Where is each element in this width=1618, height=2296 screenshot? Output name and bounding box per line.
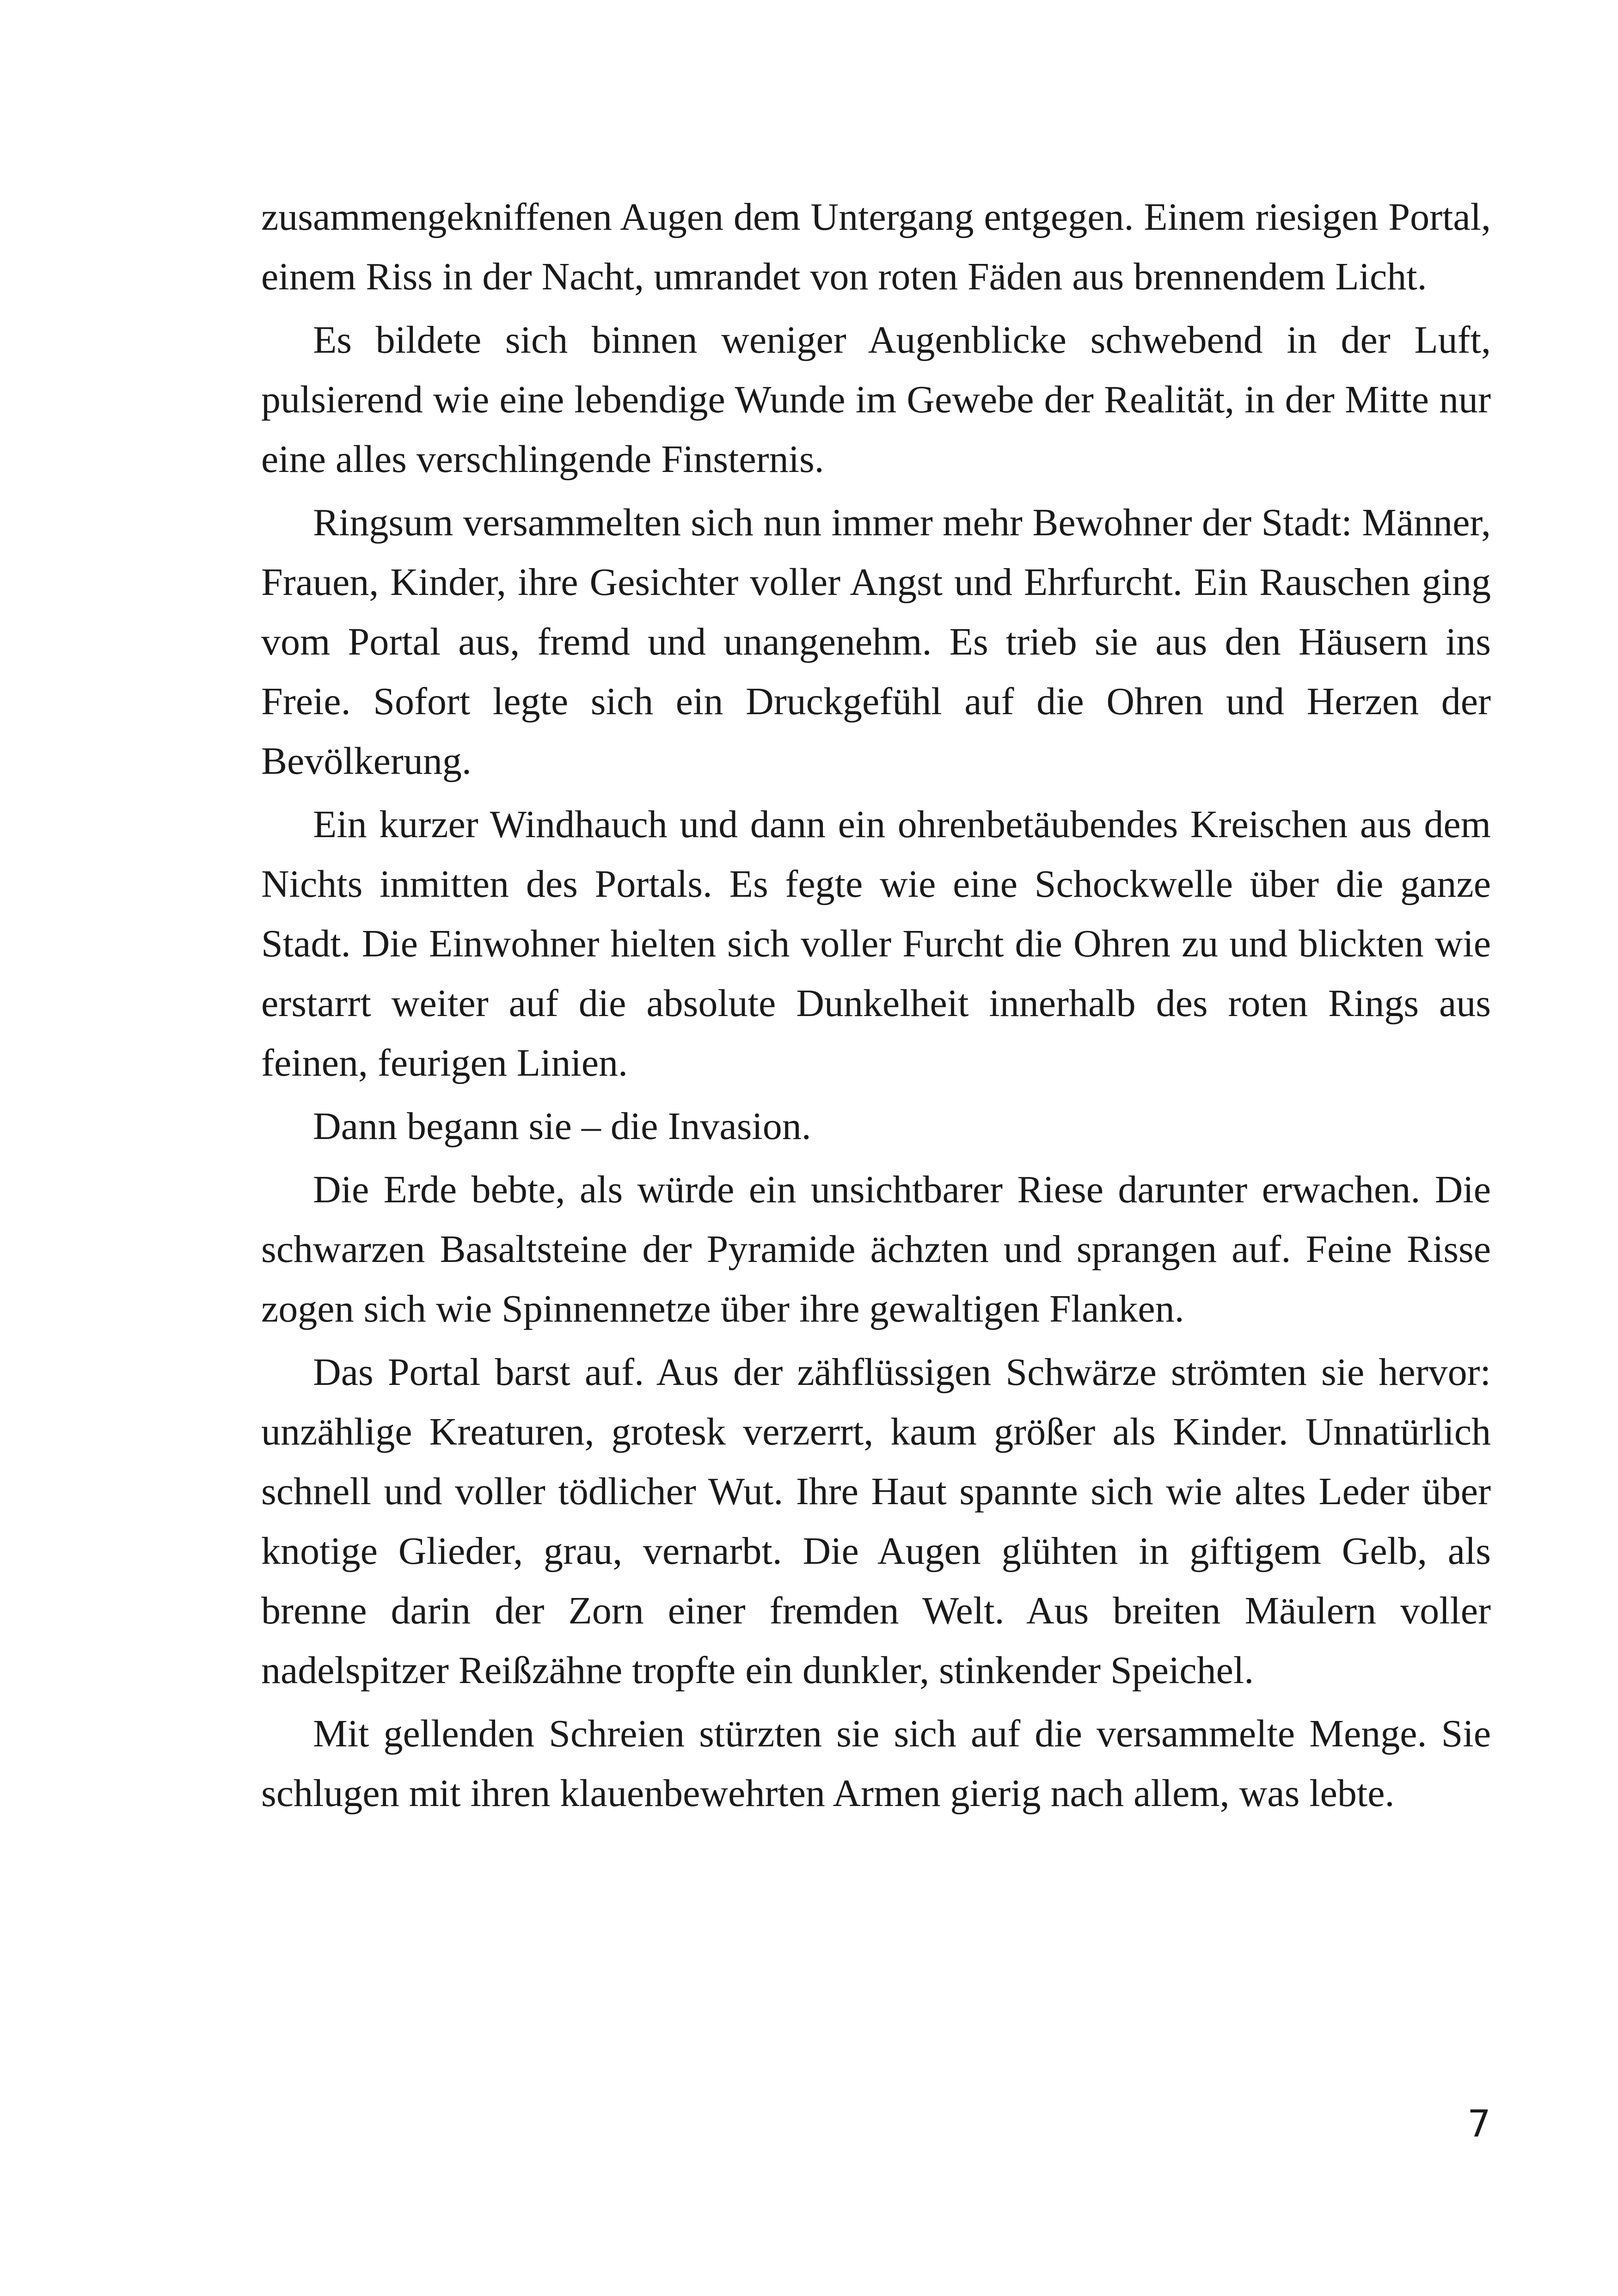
paragraph: Dann begann sie – die Invasion. xyxy=(313,1105,811,1148)
body-text xyxy=(261,187,1491,1827)
paragraph: Ringsum versammelten sich nun immer mehr Bewohner der Stadt: Männer, Frauen, Kinder, ihre Gesichter voller Angst und Ehrfurcht. Ein Rauschen ging vom Portal aus, fremd und unangenehm. Es trieb sie aus den Häusern ins Freie. Sofort legte sich ein Druckgefühl auf die Ohren und Herzen der Bevölkerung. xyxy=(261,501,1491,783)
page-number: 7 xyxy=(1467,2102,1491,2145)
paragraph: zusammengekniffenen Augen dem Untergang entgegen. Einem riesigen Portal, einem Riss in der Nacht, umrandet von roten Fäden aus brennendem Licht. xyxy=(261,196,1491,298)
paragraph: Mit gellenden Schreien stürzten sie sich auf die versammelte Menge. Sie schlugen mit ihren klauenbewehrten Armen gierig nach allem, was lebte. xyxy=(261,1712,1491,1815)
paragraph: Das Portal barst auf. Aus der zähflüssigen Schwärze strömten sie hervor: unzählige Kreaturen, grotesk verzerrt, kaum größer als Kinder. Unnatürlich schnell und voller tödlicher Wut. Ihre Haut spannte sich wie altes Leder über knotige Glieder, grau, vernarbt. Die Augen glühten in giftigem Gelb, als brenne darin der Zorn einer fremden Welt. Aus breiten Mäulern voller nadelspitzer Reißzähne tropfte ein dunkler, stinkender Speichel. xyxy=(261,1351,1491,1692)
paragraph: Es bildete sich binnen weniger Augenblicke schwebend in der Luft, pulsierend wie eine lebendige Wunde im Gewebe der Realität, in der Mitte nur eine alles verschlingende Finsternis. xyxy=(261,318,1491,481)
paragraph: Die Erde bebte, als würde ein unsichtbarer Riese darunter erwachen. Die schwarzen Basaltsteine der Pyramide ächzten und sprangen auf. Feine Risse zogen sich wie Spinnennetze über ihre gewaltigen Flanken. xyxy=(261,1168,1491,1330)
paragraph: Ein kurzer Windhauch und dann ein ohrenbetäubendes Kreischen aus dem Nichts inmitten des Portals. Es fegte wie eine Schockwelle über die ganze Stadt. Die Einwohner hielten sich voller Furcht die Ohren zu und blickten wie erstarrt weiter auf die absolute Dunkelheit innerhalb des roten Rings aus feinen, feurigen Linien. xyxy=(261,803,1491,1084)
